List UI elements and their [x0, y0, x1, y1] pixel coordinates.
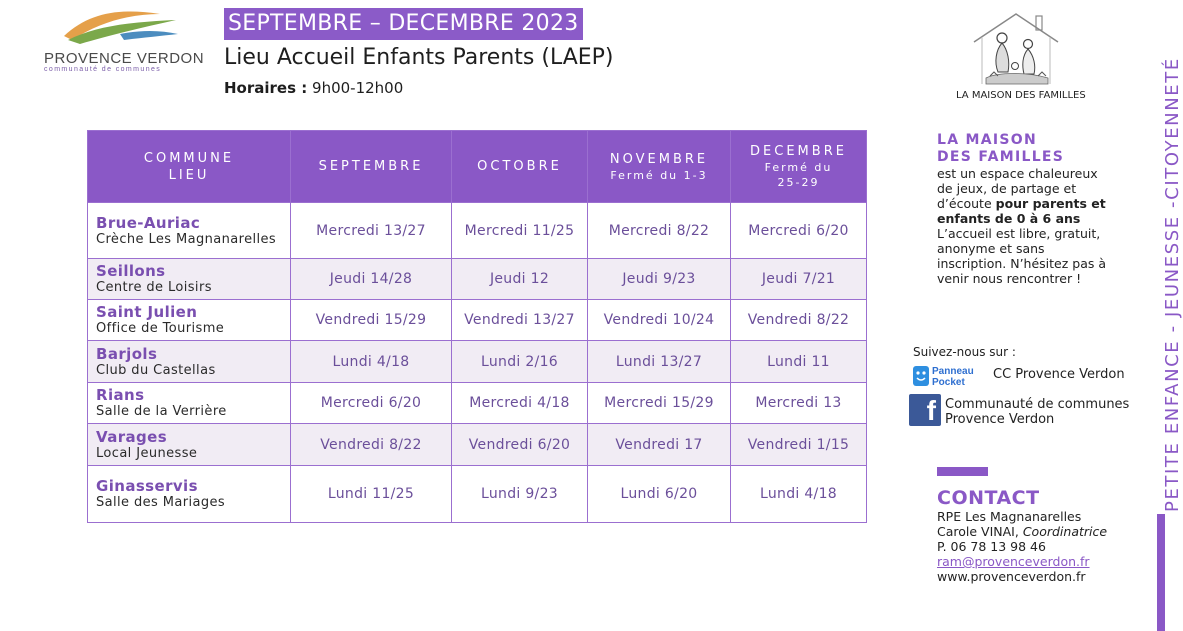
maison-caption: LA MAISON DES FAMILLES — [956, 90, 1086, 101]
col-header-novembre: NOVEMBRE Fermé du 1-3 — [588, 131, 731, 203]
place-cell: Saint Julien Office de Tourisme — [88, 300, 291, 341]
date-cell: Mercredi 15/29 — [588, 383, 731, 424]
strip-accent-bar — [1157, 514, 1165, 631]
page-title: Lieu Accueil Enfants Parents (LAEP) — [224, 45, 614, 70]
col-header-septembre: SEPTEMBRE — [291, 131, 452, 203]
date-cell: Mercredi 13 — [731, 383, 867, 424]
contact-title: CONTACT — [937, 487, 1040, 509]
table-row — [88, 424, 867, 466]
date-cell: Vendredi 17 — [588, 424, 731, 466]
contact-person: Carole VINAI, Coordinatrice — [937, 524, 1108, 539]
table-row — [88, 466, 867, 523]
contact-phone: P. 06 78 13 98 46 — [937, 539, 1046, 554]
facebook-icon[interactable]: f — [909, 394, 941, 426]
date-cell: Mercredi 13/27 — [291, 203, 452, 259]
place-cell: Varages Local Jeunesse — [88, 424, 291, 466]
logo-name: PROVENCE VERDON — [44, 50, 205, 67]
contact-website[interactable]: www.provenceverdon.fr — [937, 569, 1086, 584]
hours-line — [224, 79, 403, 97]
date-cell: Lundi 6/20 — [588, 466, 731, 523]
place-cell: Brue-Auriac Crèche Les Magnanarelles — [88, 203, 291, 259]
date-cell: Mercredi 6/20 — [731, 203, 867, 259]
table-row — [88, 300, 867, 341]
date-cell: Jeudi 14/28 — [291, 259, 452, 300]
place-cell: Barjols Club du Castellas — [88, 341, 291, 383]
date-cell: Vendredi 6/20 — [452, 424, 588, 466]
period-banner: SEPTEMBRE – DECEMBRE 2023 — [224, 8, 583, 40]
place-cell: Ginasservis Salle des Mariages — [88, 466, 291, 523]
date-cell: Vendredi 1/15 — [731, 424, 867, 466]
date-cell: Mercredi 11/25 — [452, 203, 588, 259]
date-cell: Lundi 4/18 — [291, 341, 452, 383]
facebook-label[interactable]: Communauté de communes Provence Verdon — [945, 397, 1130, 427]
hours-value: 9h00-12h00 — [312, 79, 404, 97]
table-row — [88, 203, 867, 259]
panneau-pocket-icon[interactable] — [912, 364, 986, 388]
date-cell: Mercredi 4/18 — [452, 383, 588, 424]
logo-subtitle: communauté de communes — [44, 66, 162, 73]
hours-label: Horaires : — [224, 79, 308, 97]
schedule-table — [87, 130, 867, 523]
date-cell: Mercredi 8/22 — [588, 203, 731, 259]
date-cell: Mercredi 6/20 — [291, 383, 452, 424]
contact-email-link[interactable]: ram@provenceverdon.fr — [937, 554, 1090, 569]
table-row — [88, 259, 867, 300]
date-cell: Lundi 11/25 — [291, 466, 452, 523]
contact-block — [937, 509, 1107, 584]
col-header-octobre: OCTOBRE — [452, 131, 588, 203]
contact-org: RPE Les Magnanarelles — [937, 509, 1082, 524]
maison-des-familles-house-icon — [968, 10, 1064, 88]
place-cell: Seillons Centre de Loisirs — [88, 259, 291, 300]
pp-line2: Pocket — [932, 377, 965, 388]
date-cell: Vendredi 8/22 — [291, 424, 452, 466]
col-header-decembre: DECEMBRE Fermé du 25-29 — [731, 131, 867, 203]
date-cell: Lundi 2/16 — [452, 341, 588, 383]
table-header-row — [88, 131, 867, 203]
date-cell: Lundi 9/23 — [452, 466, 588, 523]
contact-divider — [937, 467, 988, 476]
vertical-strip-text: PETITE ENFANCE - JEUNESSE -CITOYENNETÉ — [1162, 57, 1183, 512]
place-cell: Rians Salle de la Verrière — [88, 383, 291, 424]
date-cell: Vendredi 15/29 — [291, 300, 452, 341]
logo-hills-icon — [60, 4, 180, 48]
date-cell: Jeudi 12 — [452, 259, 588, 300]
date-cell: Lundi 4/18 — [731, 466, 867, 523]
panneau-pocket-label[interactable]: CC Provence Verdon — [993, 367, 1125, 382]
table-row — [88, 383, 867, 424]
follow-label: Suivez-nous sur : — [913, 345, 1016, 359]
date-cell: Jeudi 7/21 — [731, 259, 867, 300]
date-cell: Vendredi 10/24 — [588, 300, 731, 341]
provence-verdon-logo — [42, 4, 205, 74]
maison-description: est un espace chaleureux de jeux, de partage et d’écoute pour parents et enfants de 0 à 6 ans L’accueil est libre, gratuit, anonyme et sans inscription. N’hésitez pas à venir nous rencontrer ! — [937, 166, 1107, 286]
date-cell: Vendredi 13/27 — [452, 300, 588, 341]
pp-line1: Panneau — [932, 366, 974, 377]
date-cell: Vendredi 8/22 — [731, 300, 867, 341]
col-header-commune: COMMUNE LIEU — [88, 131, 291, 203]
date-cell: Jeudi 9/23 — [588, 259, 731, 300]
date-cell: Lundi 11 — [731, 341, 867, 383]
date-cell: Lundi 13/27 — [588, 341, 731, 383]
table-row — [88, 341, 867, 383]
maison-title: LA MAISON DES FAMILLES — [937, 132, 1065, 165]
